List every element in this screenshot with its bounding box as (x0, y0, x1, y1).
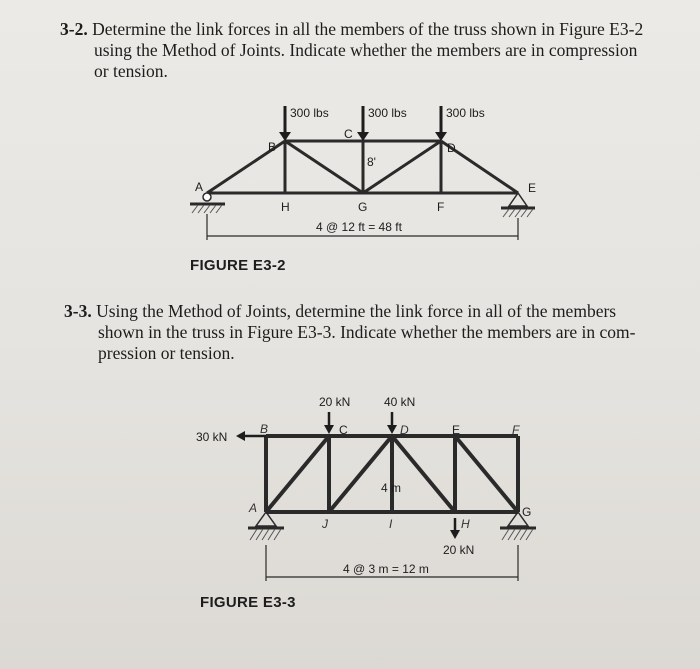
load-label-h-e3-3: 20 kN (443, 543, 475, 557)
truss-e3-3-members (266, 436, 518, 512)
joint-b-label: B (268, 140, 277, 154)
joint-h-label-e3-3: H (461, 517, 470, 531)
problem-3-2-line2: using the Method of Joints. Indicate whether the members are in compression (94, 40, 638, 60)
support-a-e3-3 (248, 512, 284, 540)
joint-c-label: C (344, 127, 353, 141)
joint-e-label: E (528, 181, 537, 195)
problem-3-3-line3: pression or tension. (98, 343, 235, 363)
joint-f-label-e3-3: F (512, 423, 520, 437)
problem-3-3-number: 3-3. (64, 301, 92, 321)
problem-3-2-number: 3-2. (60, 19, 88, 39)
joint-e-label-e3-3: E (452, 423, 461, 437)
joint-d-label-e3-3: D (400, 423, 409, 437)
load-label-horizontal: 30 kN (196, 430, 228, 444)
load-label-c: 300 lbs (368, 106, 407, 120)
figure-e3-2-caption: FIGURE E3-2 (190, 257, 286, 274)
joint-h-label: H (281, 200, 290, 214)
problem-3-2-line3: or tension. (94, 61, 168, 81)
height-label-e3-3: 4 m (381, 481, 402, 495)
joint-c-label-e3-3: C (339, 423, 348, 437)
load-label-d: 300 lbs (446, 106, 485, 120)
span-label-e3-2: 4 @ 12 ft = 48 ft (316, 220, 402, 234)
member-eg (455, 436, 518, 512)
joint-g-label: G (358, 200, 368, 214)
problem-3-2-line1: 3-2. Determine the link forces in all the members of the truss shown in Figure E3-2 (60, 19, 644, 39)
figure-e3-3-caption: FIGURE E3-3 (200, 594, 296, 611)
member-jd (329, 436, 392, 512)
joint-j-label-e3-3: J (322, 517, 328, 531)
joint-f-label: F (437, 200, 445, 214)
span-label-e3-3: 4 @ 3 m = 12 m (343, 562, 429, 576)
load-label-d-e3-3: 40 kN (384, 395, 416, 409)
joint-a-label-e3-3: A (249, 501, 258, 515)
joint-g-label-e3-3: G (522, 505, 532, 519)
load-label-b: 300 lbs (290, 106, 329, 120)
problem-3-3-line1: 3-3. Using the Method of Joints, determine the link force in all of the members (64, 301, 617, 321)
load-label-c-e3-3: 20 kN (319, 395, 351, 409)
joint-a-label: A (195, 180, 204, 194)
problem-3-3-line2: shown in the truss in Figure E3-3. Indicate whether the members are in com- (98, 322, 636, 342)
joint-b-label-e3-3: B (260, 422, 269, 436)
joint-i-label-e3-3: I (389, 517, 393, 531)
joint-d-label: D (447, 141, 456, 155)
member-dh (392, 436, 455, 512)
height-label: 8' (367, 155, 376, 169)
member-ac (266, 436, 329, 512)
